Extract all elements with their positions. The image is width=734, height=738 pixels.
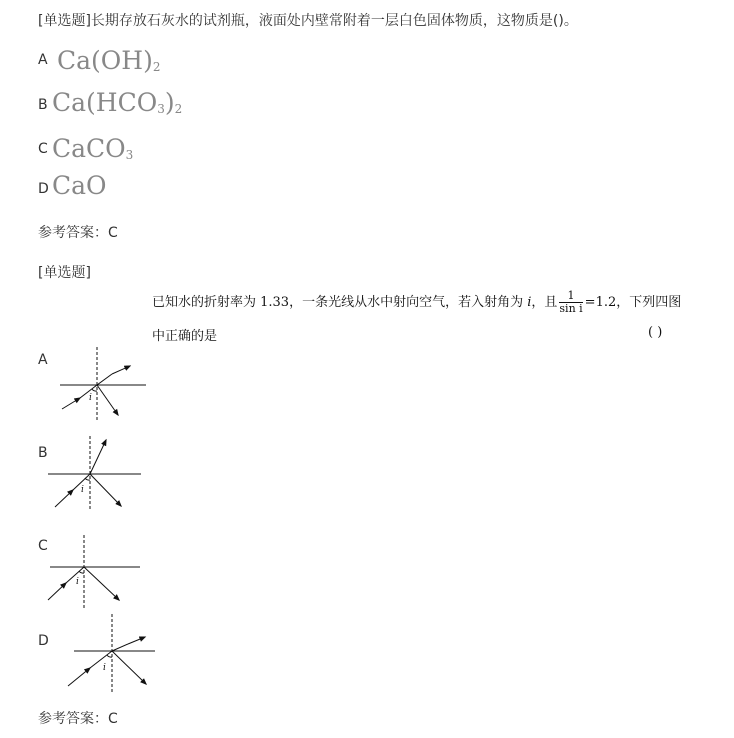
option-letter: B	[38, 97, 48, 113]
answer-1: 参考答案：C	[38, 225, 118, 241]
option-c[interactable]: C	[38, 538, 48, 554]
option-letter: A	[38, 52, 48, 68]
option-d[interactable]: D	[38, 633, 49, 649]
option-a[interactable]: A	[38, 352, 48, 368]
fraction: $\frac{1}{\text{sin i}}$	[559, 289, 583, 315]
question-2-tag: [单选题]	[38, 265, 91, 281]
option-letter: D	[38, 181, 49, 197]
answer-blank: ( )	[648, 325, 663, 340]
question-2-text-line1: 已知水的折射率为 1.33，一条光线从水中射向空气，若入射角为 i，且 $\frac{1}{\text{sin i}}$ =1.2，下列四图	[152, 289, 682, 315]
angle-label: i	[81, 485, 84, 495]
angle-label: i	[76, 577, 79, 587]
option-letter: C	[38, 141, 48, 157]
formula-image-b: $Ca(HCO_3)_2$	[52, 88, 183, 117]
question-1-text: [单选题]长期存放石灰水的试剂瓶，液面处内壁常附着一层白色固体物质，这物质是()。	[38, 13, 578, 29]
formula-image-c: CaCO$_3$	[52, 134, 134, 163]
answer-2: 参考答案：C	[38, 711, 118, 727]
angle-label: i	[89, 393, 92, 403]
formula-image-d: CaO	[52, 171, 107, 200]
option-b[interactable]: B	[38, 445, 48, 461]
question-2-text-line2: 中正确的是	[152, 329, 218, 344]
formula-image-a: $Ca(OH)_2$	[57, 46, 161, 75]
angle-label: i	[103, 663, 106, 673]
